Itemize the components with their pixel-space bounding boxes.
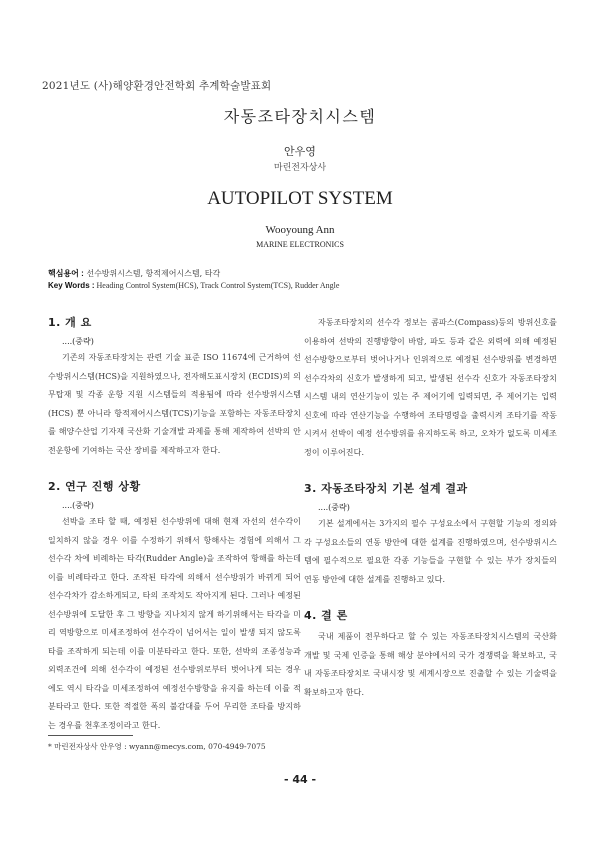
section-heading: 3. 자동조타장치 기본 설계 결과 xyxy=(304,482,468,495)
section-progress-continued xyxy=(304,314,557,462)
keywords-korean xyxy=(48,268,220,279)
affiliation-english: MARINE ELECTRONICS xyxy=(256,240,344,249)
keywords-korean-text: 선수방위시스템, 항적제어시스템, 타각 xyxy=(83,269,221,278)
conference-header: 2021년도 (사)해양환경안전학회 추계학술발표회 xyxy=(42,80,272,92)
paper-title-korean: 자동조타장치시스템 xyxy=(223,107,377,126)
footnote: * 마린전자상사 안우영 : wyann@mecys.com, 070-4949-7075 xyxy=(48,742,266,751)
author-english: Wooyoung Ann xyxy=(265,224,335,236)
section-paragraph: 국내 제품이 전무하다고 할 수 있는 자동조타장치시스템의 국산화 개발 및 국제 인증을 통해 해상 분야에서의 국가 경쟁력을 확보하고, 국내 자동조타장치로 국내시장 및 세계시장으로 진출할 수 있는 기술력을 확보하고자 한다. xyxy=(304,632,557,697)
keywords-english-label: Key Words : xyxy=(48,281,95,290)
section-heading: 1. 개 요 xyxy=(48,316,92,329)
keywords-english xyxy=(48,281,339,290)
omission-note: ....(중략) xyxy=(62,337,94,346)
right-column xyxy=(304,314,557,720)
section-progress xyxy=(48,478,301,735)
omission-note: ....(중략) xyxy=(62,501,94,510)
keywords-korean-label: 핵심용어 : xyxy=(48,269,84,278)
section-heading: 2. 연구 진행 상황 xyxy=(48,480,141,493)
section-basic-design xyxy=(304,480,557,589)
page-number: - 44 - xyxy=(283,773,317,786)
omission-note: ....(중략) xyxy=(318,503,350,512)
affiliation-korean: 마린전자상사 xyxy=(273,163,327,173)
section-paragraph: 기존의 자동조타장치는 관련 기술 표준 ISO 11674에 근거하여 선수방위시스템(HCS)을 지원하였으나, 전자해도표시장치 (ECDIS)의 의무탑재 및 각종 운항 지원 시스템들의 적용됨에 따라 선수방위시스템(HCS) 뿐 아니라 항적제어시스템(TCS)기능을 포함하는 자동조타장치를 해양수산업 기자재 국산화 기술개발 과제를 통해 제작하여 선박의 안전운항에 기여하는 국산 장비를 제작하고자 한다. xyxy=(48,353,301,455)
section-paragraph: 자동조타장치의 선수각 정보는 콤파스(Compass)등의 방위신호를 이용하여 선박의 진행방향이 바람, 파도 등과 같은 외력에 의해 예정된 선수방향으로부터 벗어나거나 인위적으로 예정된 선수방위를 변경하면 선수각차의 신호가 발생하게 되고, 발생된 선수각 신호가 자동조타장치시스템 내의 연산기능이 있는 주 제어기에 입력되면, 주 제어기는 입력신호에 따라 연산기능을 수행하여 조타명령을 출력시켜 조타기를 작동시켜서 선박이 예정 선수방위를 유지하도록 하고, 오차가 없도록 미세조정이 이루어진다. xyxy=(304,318,557,457)
section-overview xyxy=(48,314,301,460)
section-conclusion xyxy=(304,607,557,702)
section-paragraph: 선박을 조타 할 때, 예정된 선수방위에 대해 현재 자선의 선수각이 일치하지 않을 경우 이를 수정하기 위해서 항해사는 경험에 의해서 그 선수각 차에 비례하는 타각(Rudder Angle)을 조작하여 항해를 하는데 이를 비례타라고 한다. 조작된 타각에 의해서 선수방위가 바뀌게 되어 선수각차가 감소하게되고, 타의 조작치도 작아지게 된다. 그러나 예정된 선수방위에 도달한 후 그 방향을 지나치지 않게 하기위해서는 타각을 미리 역방향으로 미세조정하여 선수각이 넘어서는 일이 발생 되지 않도록 타를 조작하게 되는데 이를 미분타라고 한다. 또한, 선박의 조종성능과 외력조건에 의해 선수각이 예정된 선수방위로부터 벗어나게 되는 경우에도 역시 타각을 미세조정하여 예정선수방향을 유지를 하는데 이를 적분타라고 한다. 또한 적절한 폭의 불감대를 두어 무리한 조타를 방지하는 경우를 천후조정이라고 한다. xyxy=(48,517,301,730)
left-column xyxy=(48,314,301,753)
section-heading: 4. 결 론 xyxy=(304,609,348,622)
paper-title-english: AUTOPILOT SYSTEM xyxy=(207,188,393,209)
keywords-english-text: Heading Control System(HCS), Track Control System(TCS), Rudder Angle xyxy=(94,281,340,290)
footnote-divider xyxy=(48,735,133,736)
section-paragraph: 기본 설계에서는 3가지의 필수 구성요소에서 구현할 기능의 정의와 각 구성요소들의 연동 방안에 대한 설계를 진행하였으며, 선수방위시스템에 필수적으로 필요한 각종 기능들을 구현할 수 있는 부가 장치들의 연동 방안에 대한 설계를 진행하고 있다. xyxy=(304,519,557,584)
author-korean: 안우영 xyxy=(284,145,316,158)
